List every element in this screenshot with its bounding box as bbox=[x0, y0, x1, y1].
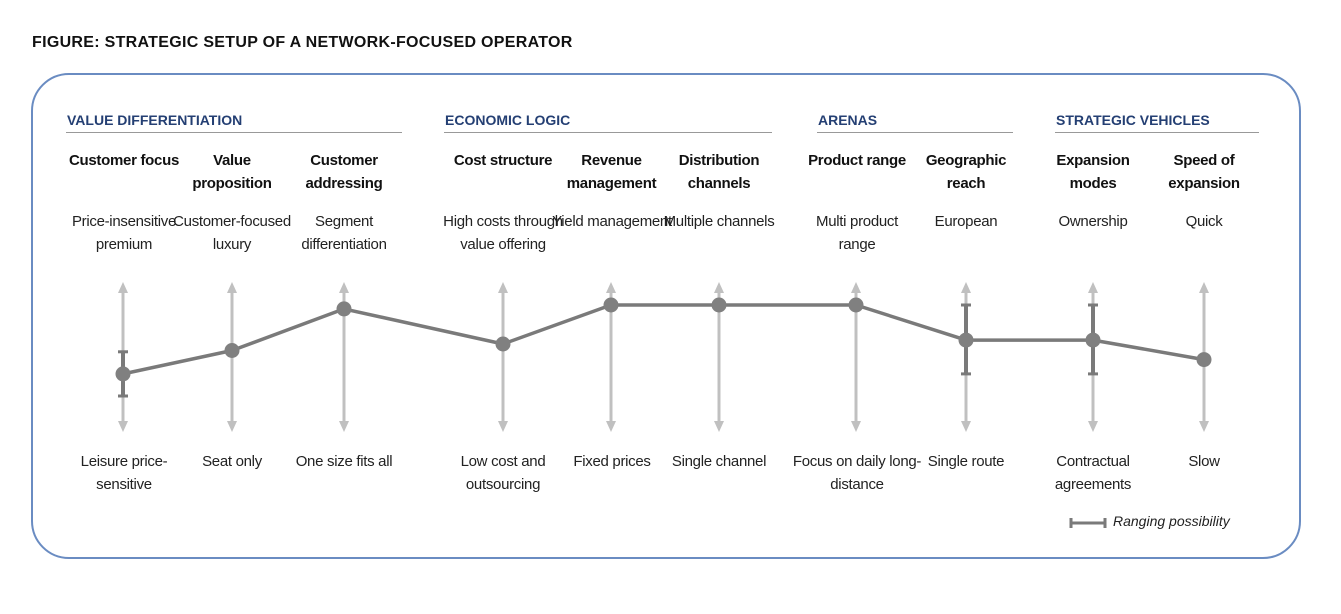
dimension-expansion-modes: Expansion modes bbox=[1056, 152, 1130, 192]
axis-arrow-down bbox=[118, 421, 128, 432]
profile-point bbox=[604, 298, 619, 313]
high-label: Ownership bbox=[1058, 213, 1128, 230]
dimension-cost-structure: Cost structure bbox=[453, 152, 553, 169]
low-label: Low cost and outsourcing bbox=[460, 453, 546, 493]
profile-point bbox=[959, 333, 974, 348]
axis-arrow-up bbox=[118, 282, 128, 293]
high-label: Multiple channels bbox=[663, 213, 775, 230]
legend-label: Ranging possibility bbox=[1113, 513, 1230, 529]
axis-arrow-down bbox=[961, 421, 971, 432]
group-title-value-differentiation: VALUE DIFFERENTIATION bbox=[67, 112, 243, 128]
low-label: Fixed prices bbox=[573, 453, 651, 470]
low-label: Leisure price-sensitive bbox=[80, 453, 168, 493]
low-label: Seat only bbox=[202, 453, 262, 470]
group-title-arenas: ARENAS bbox=[818, 112, 878, 128]
low-label: Single route bbox=[927, 453, 1005, 470]
group-title-economic-logic: ECONOMIC LOGIC bbox=[445, 112, 571, 128]
axis-arrow-up bbox=[606, 282, 616, 293]
axis-arrow-down bbox=[606, 421, 616, 432]
dimension-distribution-channels: Distribution channels bbox=[678, 152, 760, 192]
profile-point bbox=[337, 301, 352, 316]
high-label: Multi product range bbox=[816, 213, 898, 253]
profile-point bbox=[225, 343, 240, 358]
high-label: Segment differentiation bbox=[301, 213, 387, 253]
dimension-customer-focus: Customer focus bbox=[69, 152, 179, 169]
axis-arrow-down bbox=[498, 421, 508, 432]
dimension-revenue-management: Revenue management bbox=[566, 152, 657, 192]
axis-arrow-up bbox=[498, 282, 508, 293]
dimension-product-range: Product range bbox=[808, 152, 906, 169]
axis-arrow-down bbox=[851, 421, 861, 432]
profile-point bbox=[849, 298, 864, 313]
profile-line bbox=[123, 305, 1204, 374]
dimension-geographic-reach: Geographic reach bbox=[925, 152, 1007, 192]
dimension-value-proposition: Value proposition bbox=[192, 152, 272, 192]
axis-arrow-up bbox=[339, 282, 349, 293]
dimension-customer-addressing: Customer addressing bbox=[305, 152, 383, 192]
profile-point bbox=[116, 366, 131, 381]
axis-arrow-up bbox=[961, 282, 971, 293]
axis-arrow-down bbox=[1088, 421, 1098, 432]
axis-arrow-down bbox=[227, 421, 237, 432]
profile-point bbox=[712, 298, 727, 313]
profile-point bbox=[1086, 333, 1101, 348]
high-label: Quick bbox=[1185, 213, 1223, 230]
high-label: Yield management bbox=[552, 213, 672, 230]
axis-arrow-down bbox=[339, 421, 349, 432]
high-label: Price-insensitive premium bbox=[71, 213, 177, 253]
group-title-strategic-vehicles: STRATEGIC VEHICLES bbox=[1056, 112, 1210, 128]
axis-arrow-down bbox=[1199, 421, 1209, 432]
profile-point bbox=[496, 337, 511, 352]
low-label: Slow bbox=[1188, 453, 1220, 470]
axis-arrow-up bbox=[1088, 282, 1098, 293]
dimension-speed-of-expansion: Speed of expansion bbox=[1168, 152, 1240, 192]
high-label: High costs through value offering bbox=[443, 213, 563, 253]
high-label: Customer-focused luxury bbox=[173, 213, 291, 253]
axis-arrow-down bbox=[714, 421, 724, 432]
figure-title: FIGURE: STRATEGIC SETUP OF A NETWORK-FOCUSED OPERATOR bbox=[32, 34, 573, 51]
high-label: European bbox=[934, 213, 998, 230]
axis-arrow-up bbox=[227, 282, 237, 293]
axis-arrow-up bbox=[851, 282, 861, 293]
low-label: Single channel bbox=[671, 453, 767, 470]
low-label: One size fits all bbox=[295, 453, 393, 470]
profile-point bbox=[1197, 352, 1212, 367]
axis-arrow-up bbox=[714, 282, 724, 293]
low-label: Focus on daily long-distance bbox=[792, 453, 922, 493]
low-label: Contractual agreements bbox=[1054, 453, 1132, 493]
axis-arrow-up bbox=[1199, 282, 1209, 293]
